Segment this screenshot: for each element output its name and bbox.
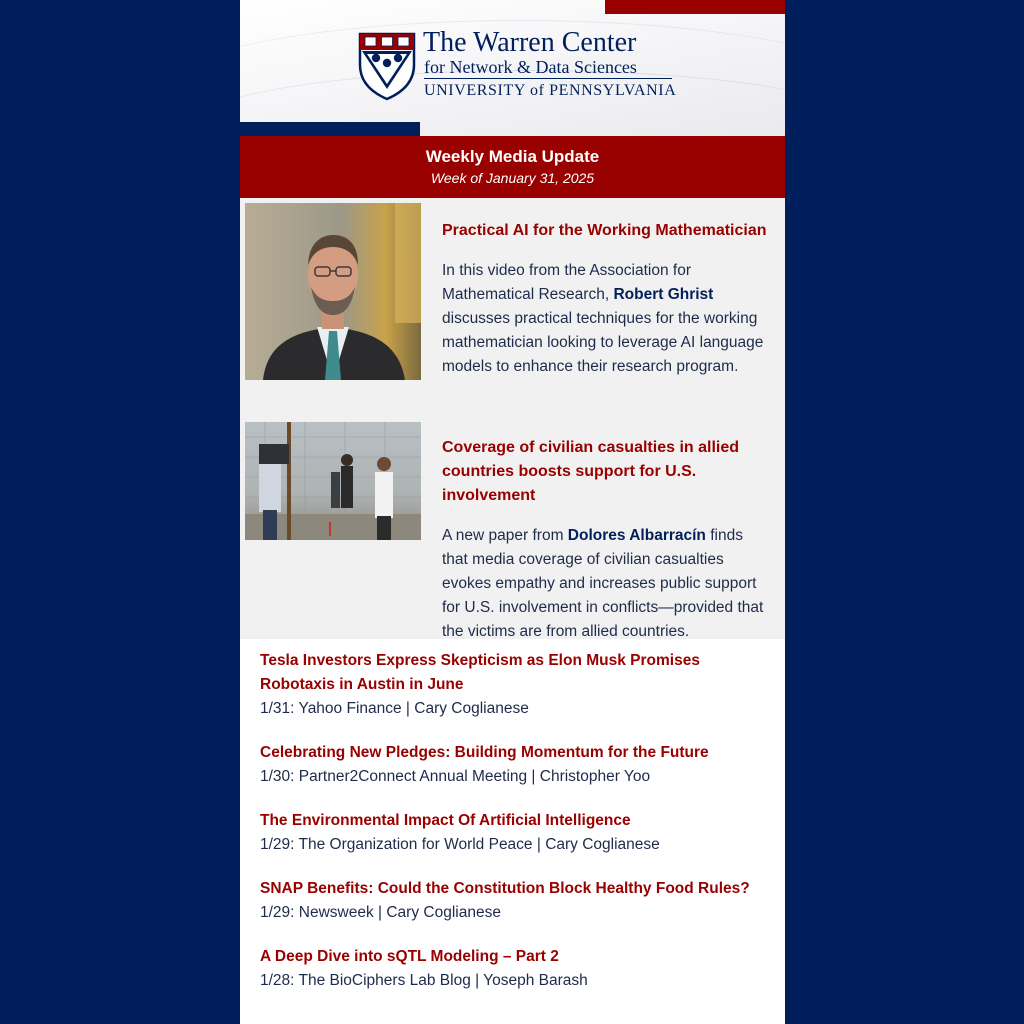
news-headline[interactable]: A Deep Dive into sQTL Modeling – Part 2 (260, 948, 559, 965)
robert-ghrist-photo[interactable] (245, 203, 421, 380)
news-meta: 1/29: Newsweek | Cary Coglianese (260, 904, 501, 921)
news-item (260, 649, 765, 721)
news-item (260, 741, 765, 789)
feature-title[interactable]: Coverage of civilian casualties in allied countries boosts support for U.S. involvement (442, 439, 740, 504)
news-headline[interactable]: The Environmental Impact Of Artificial Intelligence (260, 812, 631, 829)
feature-title[interactable]: Practical AI for the Working Mathematician (442, 222, 767, 239)
logo-divider (424, 78, 672, 79)
feature-summary-text: finds that media coverage of civilian casualties evokes empathy and increases public support for U.S. involvement in conflicts—provided that the victims are from allied countries. (442, 527, 764, 640)
news-headline[interactable]: Tesla Investors Express Skepticism as Elon Musk Promises Robotaxis in Austin in June (260, 652, 700, 693)
feature-summary-text: A new paper from (442, 527, 568, 544)
news-item (260, 809, 765, 857)
logo-name: The Warren Center (423, 27, 637, 58)
newsletter-header (240, 0, 785, 136)
news-meta: 1/28: The BioCiphers Lab Blog | Yoseph Barash (260, 972, 588, 989)
news-meta: 1/30: Partner2Connect Annual Meeting | Christopher Yoo (260, 768, 651, 785)
feature-story (240, 422, 785, 644)
feature-person: Robert Ghrist (613, 286, 714, 303)
logo-university: UNIVERSITY of PENNSYLVANIA (424, 82, 677, 99)
news-headline[interactable]: SNAP Benefits: Could the Constitution Block Healthy Food Rules? (260, 880, 750, 897)
header-red-stripe (605, 0, 785, 14)
news-item (260, 877, 765, 925)
news-meta: 1/31: Yahoo Finance | Cary Coglianese (260, 700, 529, 717)
newsletter-title: Weekly Media Update (425, 147, 600, 166)
feature-summary-text: In this video from the Association for Mathematical Research, (442, 262, 691, 303)
news-list (240, 639, 785, 993)
header-navy-stripe (240, 122, 420, 136)
logo-subtitle: for Network & Data Sciences (424, 57, 637, 77)
news-headline[interactable]: Celebrating New Pledges: Building Momentum for the Future (260, 744, 709, 761)
feature-story (240, 203, 785, 422)
warren-center-logo[interactable] (357, 29, 677, 103)
newsletter (240, 0, 785, 1024)
feature-summary (442, 524, 768, 644)
news-meta: 1/29: The Organization for World Peace | Cary Coglianese (260, 836, 660, 853)
news-item (260, 945, 765, 993)
featured-stories (240, 198, 785, 639)
penn-shield-icon (357, 31, 417, 101)
feature-person: Dolores Albarracín (567, 527, 706, 544)
newsletter-week: Week of January 31, 2025 (430, 170, 595, 186)
feature-summary (442, 259, 768, 379)
feature-summary-text: discusses practical techniques for the working mathematician looking to leverage AI language models to enhance their research program. (442, 310, 764, 375)
casualties-coverage-photo[interactable] (245, 422, 421, 540)
title-banner (240, 136, 785, 198)
